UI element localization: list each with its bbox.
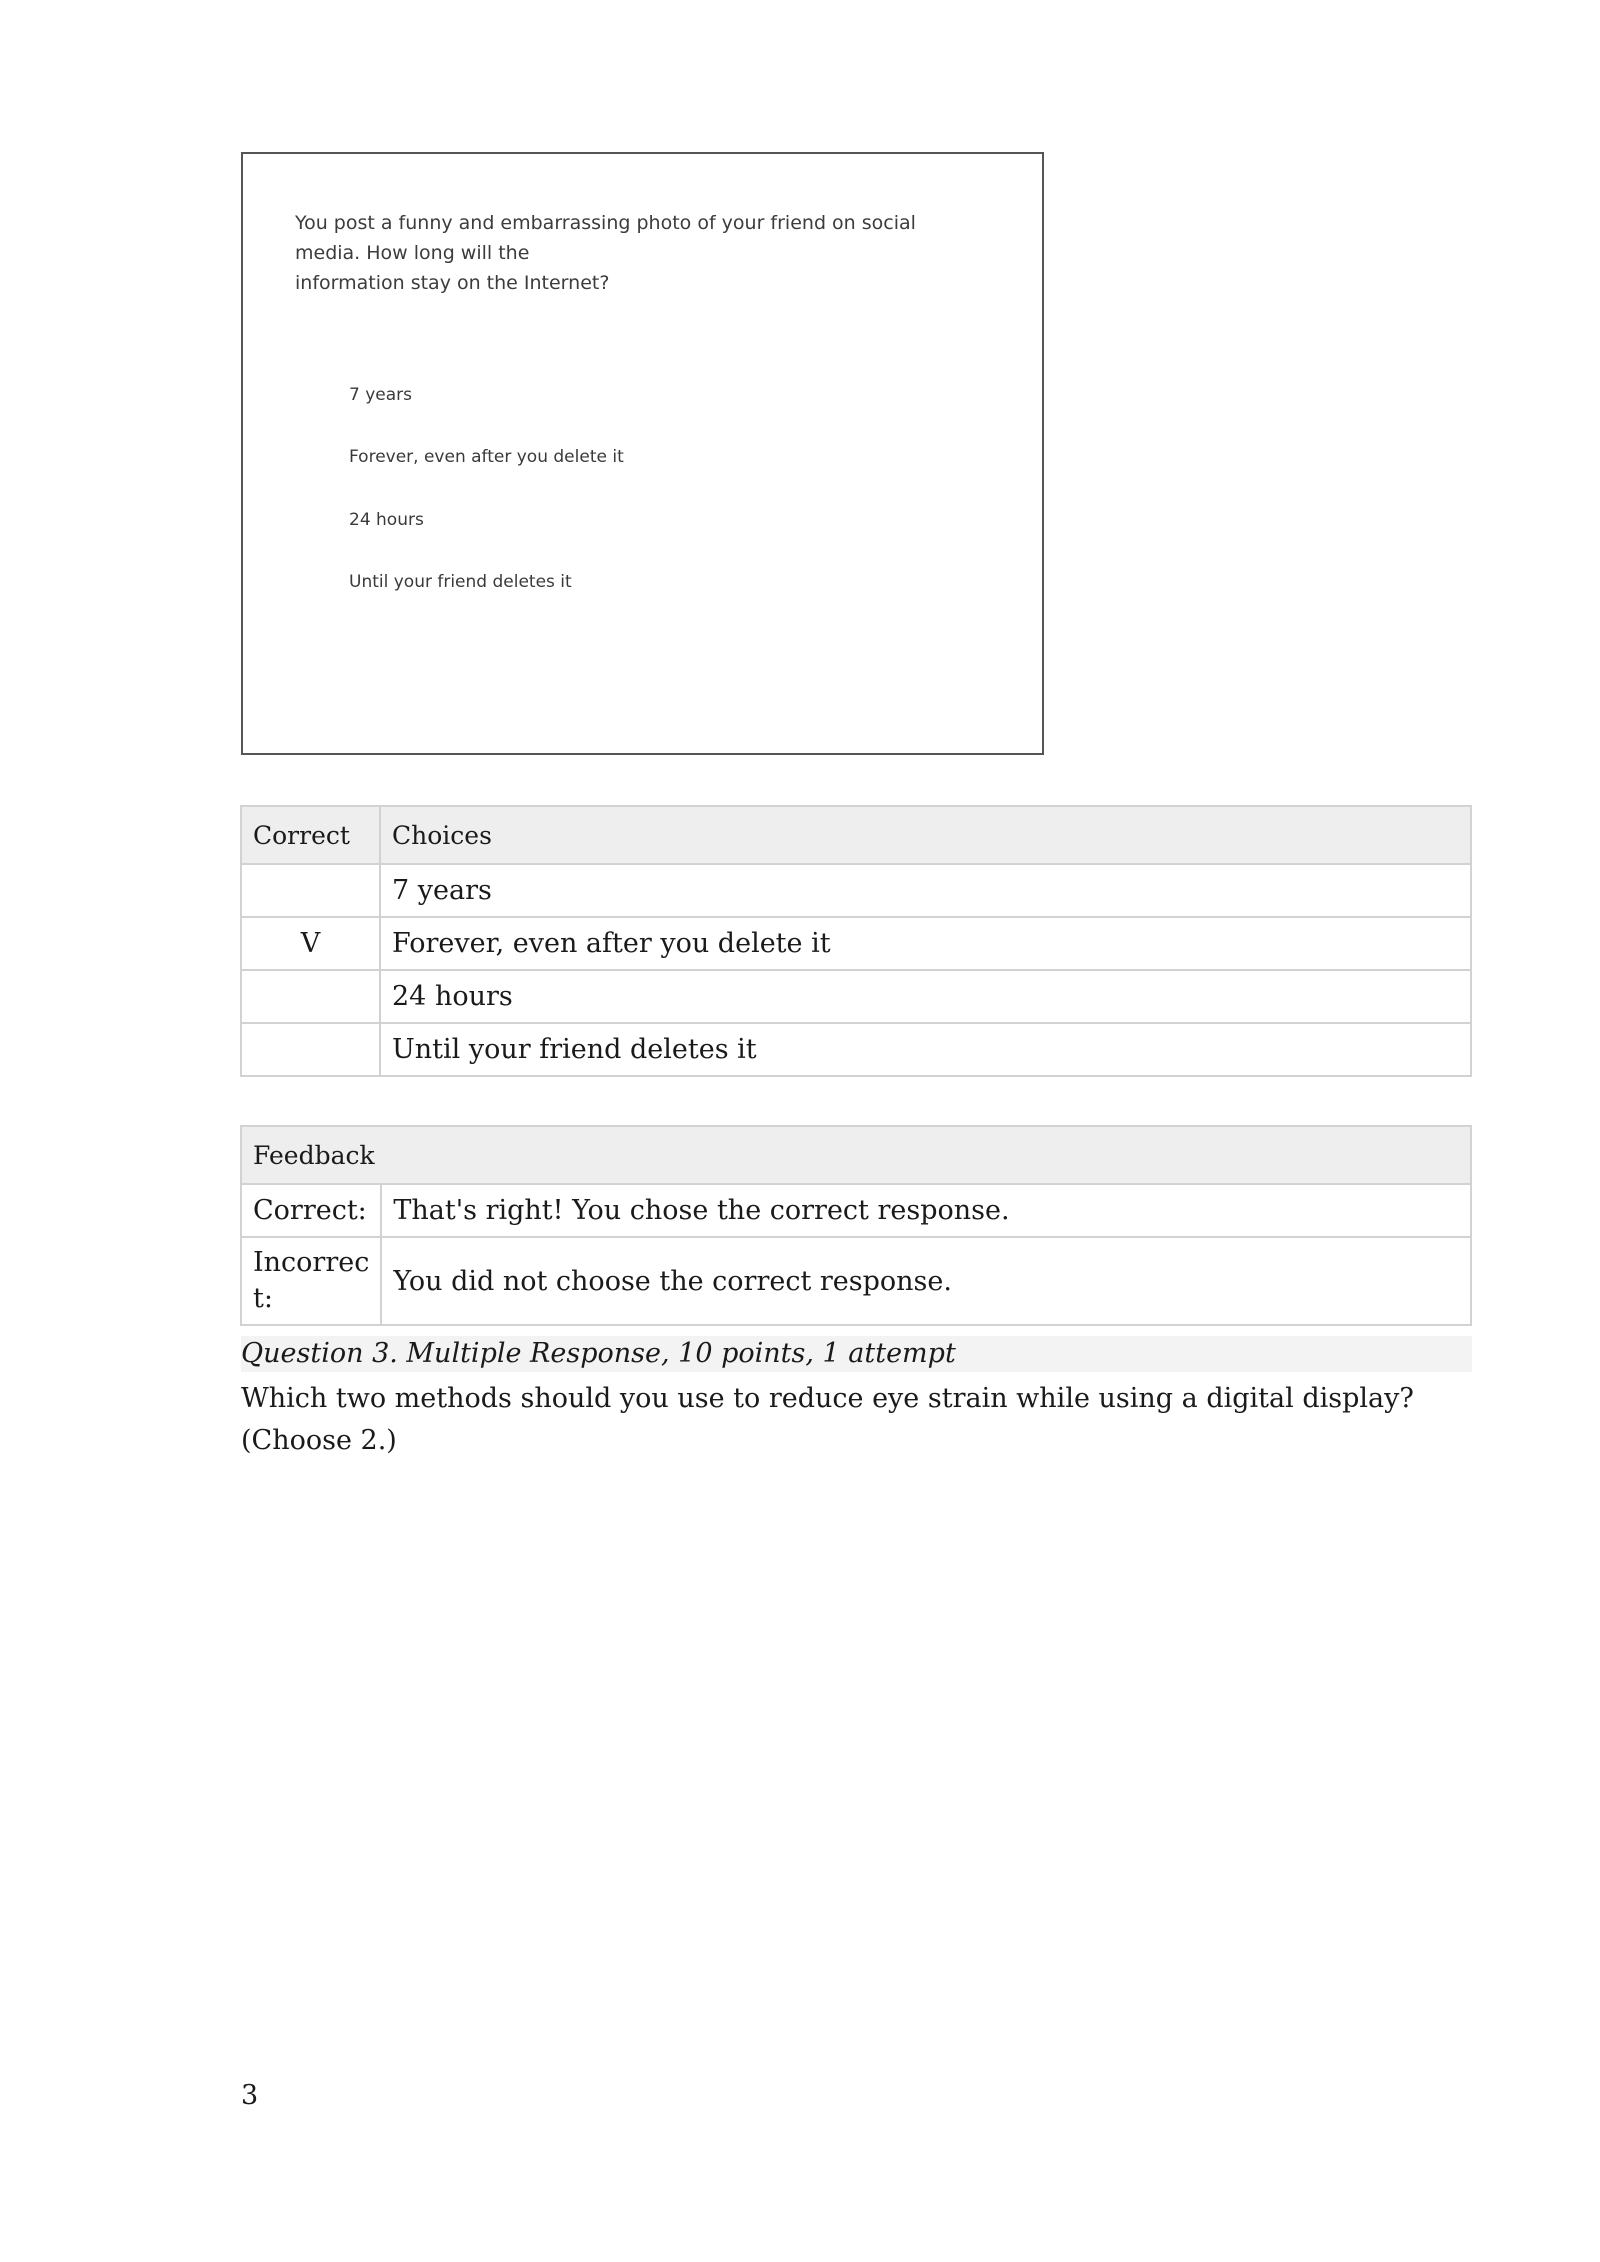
choice-text: 7 years: [380, 864, 1471, 917]
page-number: 3: [241, 2080, 259, 2111]
feedback-text: You did not choose the correct response.: [381, 1237, 1471, 1325]
choices-table: [240, 805, 1472, 1077]
slide-option: Forever, even after you delete it: [349, 447, 624, 467]
feedback-text: That's right! You chose the correct response.: [381, 1184, 1471, 1237]
table-row: [241, 864, 1471, 917]
choice-text: Until your friend deletes it: [380, 1023, 1471, 1076]
table-header-row: [241, 1126, 1471, 1184]
table-row: [241, 970, 1471, 1023]
question-slide-image: [241, 152, 1044, 755]
table-header-row: [241, 806, 1471, 864]
slide-option: 24 hours: [349, 510, 424, 530]
slide-option: Until your friend deletes it: [349, 572, 572, 592]
correct-mark: V: [241, 917, 380, 970]
slide-option: 7 years: [349, 385, 413, 405]
feedback-table: [240, 1125, 1472, 1326]
slide-question-text: You post a funny and embarrassing photo of your friend on social media. How long will the information stay on the Internet?: [295, 212, 916, 294]
feedback-label: Incorrec t:: [241, 1237, 381, 1325]
choices-column-header: Choices: [380, 806, 1471, 864]
correct-mark: [241, 1023, 380, 1076]
feedback-header: Feedback: [241, 1126, 1471, 1184]
table-row: [241, 1184, 1471, 1237]
question-heading: Question 3. Multiple Response, 10 points, 1 attempt: [241, 1336, 1472, 1372]
choice-text: 24 hours: [380, 970, 1471, 1023]
correct-mark: [241, 864, 380, 917]
table-row: [241, 1237, 1471, 1325]
correct-mark: [241, 970, 380, 1023]
table-row: [241, 1023, 1471, 1076]
feedback-label: Correct:: [241, 1184, 381, 1237]
correct-column-header: Correct: [241, 806, 380, 864]
choice-text: Forever, even after you delete it: [380, 917, 1471, 970]
question-text: Which two methods should you use to reduce eye strain while using a digital display? (Choose 2.): [241, 1383, 1414, 1456]
table-row: [241, 917, 1471, 970]
